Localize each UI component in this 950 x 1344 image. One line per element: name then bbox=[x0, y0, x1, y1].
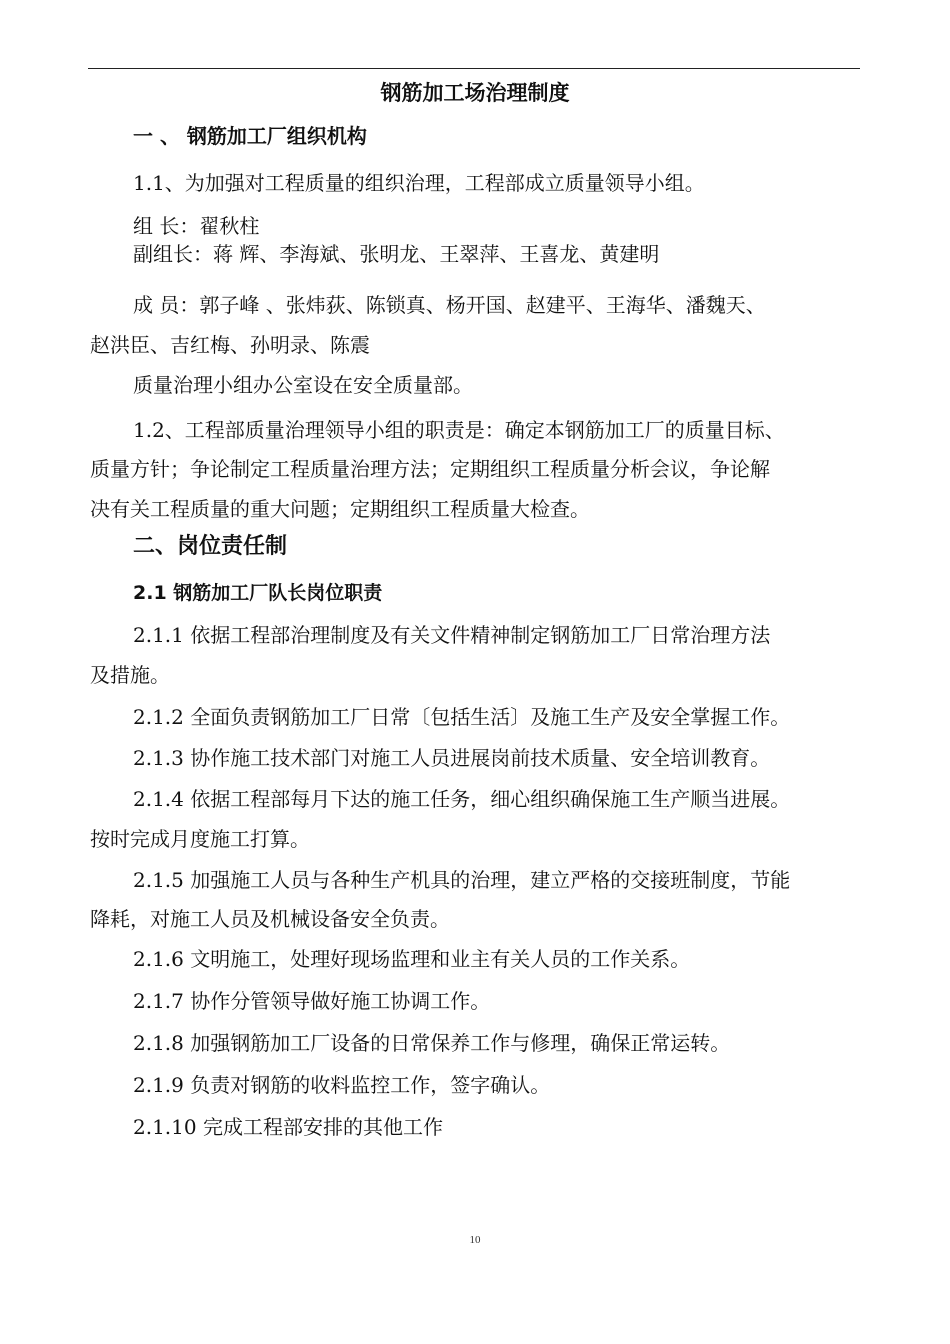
members-line-2: 赵洪臣、吉红梅、孙明录、陈震 bbox=[90, 333, 370, 357]
item-2-1-9: 2.1.9 负责对钢筋的收料监控工作，签字确认。 bbox=[133, 1073, 551, 1097]
paragraph-1-1: 1.1、为加强对工程质量的组织治理，工程部成立质量领导小组。 bbox=[133, 171, 705, 195]
item-2-1-2: 2.1.2 全面负责钢筋加工厂日常〔包括生活〕及施工生产及安全掌握工作。 bbox=[133, 705, 791, 729]
item-2-1-6: 2.1.6 文明施工，处理好现场监理和业主有关人员的工作关系。 bbox=[133, 947, 691, 971]
item-2-1-3: 2.1.3 协作施工技术部门对施工人员进展岗前技术质量、安全培训教育。 bbox=[133, 746, 771, 770]
item-2-1-5-line-1: 2.1.5 加强施工人员与各种生产机具的治理，建立严格的交接班制度，节能 bbox=[133, 868, 791, 892]
item-2-1-7: 2.1.7 协作分管领导做好施工协调工作。 bbox=[133, 989, 491, 1013]
deputy-leader-line: 副组长：蒋 辉、李海斌、张明龙、王翠萍、王喜龙、黄建明 bbox=[133, 242, 660, 266]
paragraph-1-2-line-1: 1.2、工程部质量治理领导小组的职责是：确定本钢筋加工厂的质量目标、 bbox=[133, 418, 785, 442]
leader-line: 组 长：翟秋柱 bbox=[133, 214, 260, 238]
item-2-1-8: 2.1.8 加强钢筋加工厂设备的日常保养工作与修理，确保正常运转。 bbox=[133, 1031, 731, 1055]
section-2-heading: 二、岗位责任制 bbox=[133, 534, 288, 559]
item-2-1-1-line-1: 2.1.1 依据工程部治理制度及有关文件精神制定钢筋加工厂日常治理方法 bbox=[133, 623, 771, 647]
office-line: 质量治理小组办公室设在安全质量部。 bbox=[133, 373, 473, 397]
members-line-1: 成 员：郭子峰 、张炜荻、陈锁真、杨开国、赵建平、王海华、潘魏天、 bbox=[133, 293, 766, 317]
item-2-1-5-line-2: 降耗，对施工人员及机械设备安全负责。 bbox=[90, 907, 450, 931]
document-title: 钢筋加工场治理制度 bbox=[380, 81, 570, 105]
item-2-1-4-line-2: 按时完成月度施工打算。 bbox=[90, 827, 310, 851]
subsection-2-1-heading: 2.1 钢筋加工厂队长岗位职责 bbox=[133, 582, 383, 604]
item-2-1-10: 2.1.10 完成工程部安排的其他工作 bbox=[133, 1115, 443, 1139]
paragraph-1-2-line-3: 决有关工程质量的重大问题；定期组织工程质量大检查。 bbox=[90, 497, 590, 521]
paragraph-1-2-line-2: 质量方针；争论制定工程质量治理方法；定期组织工程质量分析会议，争论解 bbox=[90, 457, 770, 481]
item-2-1-4-line-1: 2.1.4 依据工程部每月下达的施工任务，细心组织确保施工生产顺当进展。 bbox=[133, 787, 791, 811]
section-1-heading: 一 、 钢筋加工厂组织机构 bbox=[133, 124, 367, 148]
header-rule bbox=[88, 68, 860, 69]
item-2-1-1-line-2: 及措施。 bbox=[90, 663, 170, 687]
page-number: 10 bbox=[469, 1234, 481, 1246]
